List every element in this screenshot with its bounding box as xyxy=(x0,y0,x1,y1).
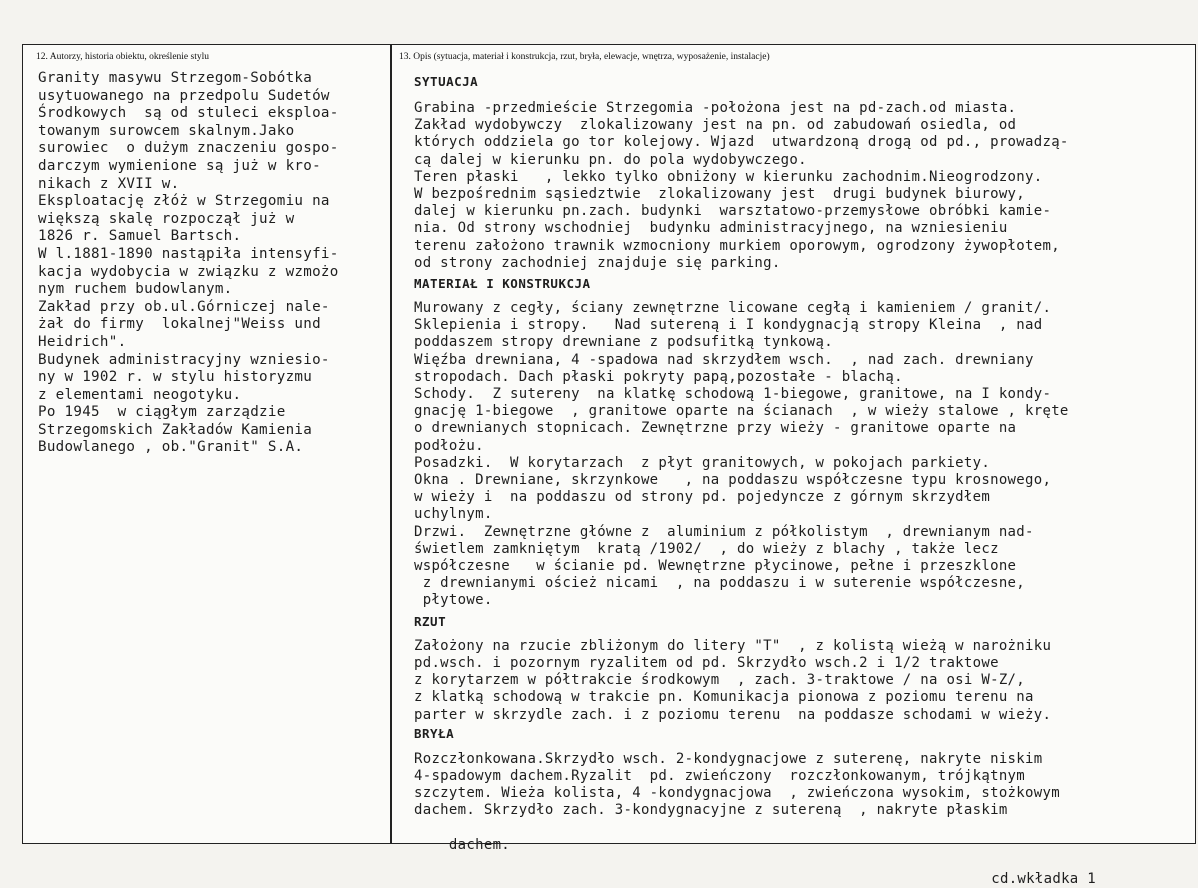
history-line: z elementami neogotyku. xyxy=(38,386,242,403)
history-line: ny w 1902 r. w stylu historyzmu xyxy=(38,369,313,386)
material-line: poddaszem stropy drewniane z podsufitką tynkową. xyxy=(414,334,833,351)
section-title-sytuacja: SYTUACJA xyxy=(414,74,479,89)
material-line: stropodach. Dach płaski pokryty papą,pozostałe - blachą. xyxy=(414,368,903,385)
section-title-material: MATERIAŁ I KONSTRUKCJA xyxy=(414,276,591,292)
column-divider xyxy=(390,44,392,844)
history-line: kacja wydobycia w związku z wzmożo xyxy=(38,263,339,280)
sytuacja-line: dalej w kierunku pn.zach. budynki warsztatowo-przemysłowe obróbki kamie- xyxy=(414,203,1052,220)
rzut-line: parter w skrzydle zach. i z poziomu terenu na poddasze schodami w wieży. xyxy=(414,706,1052,723)
continuation-note: cd.wkładka 1 xyxy=(991,871,1096,888)
history-line: żał do firmy lokalnej"Weiss und xyxy=(38,316,321,333)
material-line: płytowe. xyxy=(414,592,493,609)
material-line: świetlem zamkniętym kratą /1902/ , do wieży z blachy , także lecz xyxy=(414,540,999,557)
material-line: Murowany z cegły, ściany zewnętrzne licowane cegłą i kamieniem / granit/. xyxy=(414,300,1052,317)
history-line: Heidrich". xyxy=(38,333,127,350)
history-line: Budowlanego , ob."Granit" S.A. xyxy=(38,439,304,456)
field-13-header: 13. Opis (sytuacja, materiał i konstrukcja, rzut, bryła, elewacje, wnętrza, wyposażenie, instalacje) xyxy=(399,52,770,62)
bryla-line: Rozczłonkowana.Skrzydło wsch. 2-kondygnacjowe z suterenę, nakryte niskim xyxy=(414,750,1043,767)
material-line: Schody. Z sutereny na klatkę schodową 1-biegowe, granitowe, na I kondy- xyxy=(414,386,1052,403)
material-line: Więźba drewniana, 4 -spadowa nad skrzydłem wsch. , nad zach. drewniany xyxy=(414,351,1034,368)
material-line: współczesne w ścianie pd. Wewnętrzne płycinowe, pełne i przeszklone xyxy=(414,558,1017,575)
bryla-line: 4-spadowym dachem.Ryzalit pd. zwieńczony rozczłonkowanym, trójkątnym xyxy=(414,767,1026,784)
material-line: w wieży i na poddaszu od strony pd. pojedyncze z górnym skrzydłem xyxy=(414,489,991,506)
bryla-last-line xyxy=(414,820,1194,888)
material-line: Posadzki. W korytarzach z płyt granitowych, w pokojach parkiety. xyxy=(414,454,991,471)
history-line: W l.1881-1890 nastąpiła intensyfi- xyxy=(38,245,339,262)
history-line: towanym surowcem skalnym.Jako xyxy=(38,122,295,139)
sytuacja-line: terenu założono trawnik wzmocniony murkiem oporowym, ogrodzony żywopłotem, xyxy=(414,237,1060,254)
material-line: Drzwi. Zewnętrzne główne z aluminium z półkolistym , drewnianym nad- xyxy=(414,523,1034,540)
history-line: surowiec o dużym znaczeniu gospo- xyxy=(38,140,339,157)
sytuacja-line: W bezpośrednim sąsiedztwie zlokalizowany jest drugi budynek biurowy, xyxy=(414,186,1026,203)
history-line: darczym wymienione są już w kro- xyxy=(38,157,321,174)
history-column xyxy=(38,70,383,457)
history-line: Budynek administracyjny wzniesio- xyxy=(38,351,330,368)
sytuacja-line: Teren płaski , lekko tylko obniżony w kierunku zachodnim.Nieogrodzony. xyxy=(414,168,1043,185)
history-line: Eksploatację złóż w Strzegomiu na xyxy=(38,193,330,210)
field-12-header: 12. Autorzy, historia obiektu, określenie stylu xyxy=(36,52,209,62)
history-line: Zakład przy ob.ul.Górniczej nale- xyxy=(38,298,330,315)
material-line: gnację 1-biegowe , granitowe oparte na ścianach , w wieży stalowe , kręte xyxy=(414,403,1069,420)
history-line: usytuowanego na przedpolu Sudetów xyxy=(38,87,330,104)
history-line: 1826 r. Samuel Bartsch. xyxy=(38,228,242,245)
bryla-line: szczytem. Wieża kolista, 4 -kondygnacjowa , zwieńczona wysokim, stożkowym xyxy=(414,785,1060,802)
history-line: Po 1945 w ciągłym zarządzie xyxy=(38,404,286,421)
section-title-bryla: BRYŁA xyxy=(414,725,455,741)
material-line: Sklepienia i stropy. Nad sutereną i I kondygnacją stropy Kleina , nad xyxy=(414,317,1043,334)
history-line: większą skalę rozpoczął już w xyxy=(38,210,295,227)
history-line: Granity masywu Strzegom-Sobótka xyxy=(38,70,313,86)
material-line: podłożu. xyxy=(414,437,484,454)
sytuacja-line: nia. Od strony wschodniej budynku administracyjnego, na wzniesieniu xyxy=(414,220,1008,237)
sytuacja-line: których oddziela go tor kolejowy. Wjazd utwardzoną drogą od pd., prowadzą- xyxy=(414,134,1069,151)
bryla-line-end: dachem. xyxy=(448,836,511,853)
rzut-line: Założony na rzucie zbliżonym do litery "T" , z kolistą wieżą w narożniku xyxy=(414,637,1052,654)
rzut-line: z klatką schodową w trakcie pn. Komunikacja pionowa z poziomu terenu na xyxy=(414,689,1034,706)
rzut-line: pd.wsch. i pozornym ryzalitem od pd. Skrzydło wsch.2 i 1/2 traktowe xyxy=(414,654,999,671)
sytuacja-line: od strony zachodniej znajduje się parking. xyxy=(414,254,781,271)
history-line: nikach z XVII w. xyxy=(38,175,180,192)
history-line: Środkowych są od stuleci eksploa- xyxy=(38,105,339,122)
sytuacja-line: cą dalej w kierunku pn. do pola wydobywczego. xyxy=(414,151,807,168)
sytuacja-line: Grabina -przedmieście Strzegomia -położona jest na pd-zach.od miasta. xyxy=(414,100,1017,116)
bryla-line: dachem. Skrzydło zach. 3-kondygnacyjne z sutereną , nakryte płaskim xyxy=(414,802,1008,819)
material-line: o drewnianych stopnicach. Zewnętrzne przy wieży - granitowe oparte na xyxy=(414,420,1017,437)
material-line: uchylnym. xyxy=(414,506,493,523)
history-line: Strzegomskich Zakładów Kamienia xyxy=(38,421,313,438)
section-title-rzut: RZUT xyxy=(414,613,447,629)
description-column xyxy=(414,74,1194,888)
material-line: Okna . Drewniane, skrzynkowe , na poddaszu współczesne typu krosnowego, xyxy=(414,472,1052,489)
material-line: z drewnianymi oścież nicami , na poddaszu i w suterenie współczesne, xyxy=(414,575,1026,592)
sytuacja-line: Zakład wydobywczy zlokalizowany jest na pn. od zabudowań osiedla, od xyxy=(414,117,1017,134)
rzut-line: z korytarzem w półtrakcie środkowym , zach. 3-traktowe / na osi W-Z/, xyxy=(414,672,1026,689)
history-line: nym ruchem budowlanym. xyxy=(38,281,233,298)
